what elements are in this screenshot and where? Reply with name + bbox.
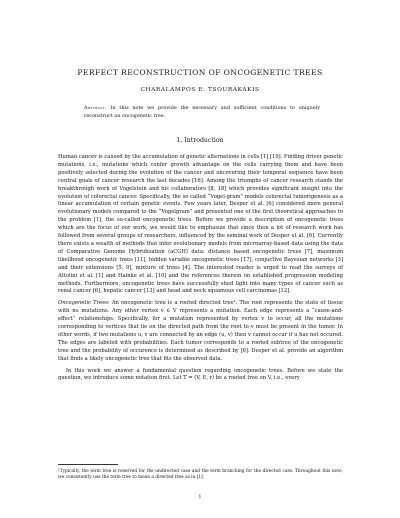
page-number: 1 (198, 494, 202, 500)
definition-lead: Oncogenetic Trees: (58, 300, 110, 307)
paper-author: CHARALAMPOS E. TSOURAKAKIS (140, 87, 260, 93)
intro-paragraph: Human cancer is caused by the accumulation of genetic alternations in cells [1] [19]. Finding driver genetic mutations, i.e., mutations which confer growth advantage on the cells carrying them and have been positively selected during the evolution of the cancer and uncovering their temporal sequence have been central goals of cancer research the last decades [16]. Among the triumphs of cancer research stands the breakthrough work of Vogelstein and his collaborators [8, 18] which provides significant insight into the evolution of colorectal cancer. Specifically, the so called “Vogel-gram” models colorectal tumorigenesis as a linear accumulation of certain genetic events. Few years later, Desper et al. [6] considered more general evolutionary models compared to the “Vogelgram” and presented one of the first theoretical approaches to the problem [1], the so-called oncogenetic trees. Before we provide a description of oncogenetic trees which are the focus of our work, we would like to emphasize that since then a lot of research work has followed from several groups of researchers, influenced by the seminal work of Desper et al. [6]. Currently there exists a wealth of methods that infer evolutionary models from microarray-based data using the data of Comparative Genome Hybridization (aCGH) data: distance based oncogenetic trees [7], maximum likelihood oncogenetic trees [11], hidden variable oncogenetic trees [17], conjuctive Bayesian networks [3] and their extensions [5, 9], mixture of trees [4]. The interested reader is urged to read the surveys of Attolini et al. [1] and Hainke et al. [10] and the references therein on established progression modeling methods. Furthermore, oncogenetic trees have successfully shed light into many types of cancer such as renal cancer [6], hepatic cancer [13] and head and neck squamous cell carcinomas [12]. (58, 154, 343, 295)
paper-title: PERFECT RECONSTRUCTION OF ONCOGENETIC TREES (77, 68, 323, 77)
abstract-text: In this note we provide the necessary and sufficient conditions to uniquely reconstruct an oncogenetic tree. (84, 105, 320, 119)
footnote-rule (58, 464, 118, 465)
definition-text: An oncogenetic tree is a rooted directed tree¹. The root represents the state of tissue with no mutations. Any other vertex v ∈ V represents a mutation. Each edge represents a “cause-and-effect” relationships. Specifically, for a mutation represented by vertex v to occur, all the mutations corresponding to vertices that lie on the directed path from the root to v must be present in the tumor. In other words, if two mutations u, v are connected by an edge (u, v) then v cannot occur if u has not occured. The edges are labeled with probabilities. Each tumor corresponds to a rooted subtree of the oncogenetic tree and the probability of occurence is determined as described by [6]. Desper et al. provide an algorithm that finds a likely oncogenetic tree that fits the observed data. (58, 300, 344, 362)
paper-body (58, 154, 343, 383)
footnote: ¹Typically, the term tree is reserved for the undirected case and the term branching for the directed case. Throughout this note, we consistently use the term tree to mean a directed tree as in [1]. (58, 469, 343, 481)
question-paragraph: In this work we answer a fundamental question regarding oncogenetic trees. Before we state the question, we introduce some notation first. Let T = (V, E, r) be a rooted tree on V, i.e., every (58, 367, 343, 382)
abstract-label: Abstract. (84, 105, 107, 111)
abstract (84, 105, 320, 120)
definition-paragraph (58, 300, 343, 363)
section-heading: 1. Introduction (176, 137, 224, 144)
